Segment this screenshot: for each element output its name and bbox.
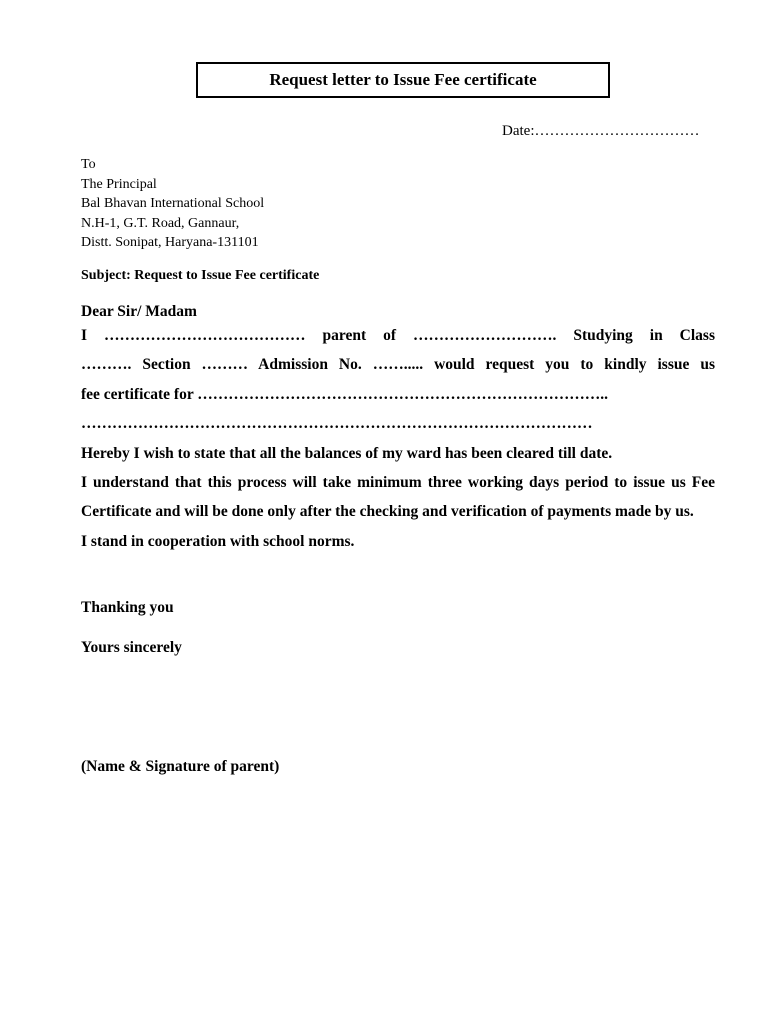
address-district: Distt. Sonipat, Haryana-131101 (81, 235, 259, 250)
body-para1-line4: ……………………………………………………………………………………… (81, 415, 593, 433)
body-para2: Hereby I wish to state that all the balances of my ward has been cleared till date. (81, 444, 613, 462)
date-line: Date:…………………………… (502, 123, 700, 139)
signature-line: (Name & Signature of parent) (81, 758, 280, 775)
letter-title-box (196, 62, 610, 98)
address-school: Bal Bhavan International School (81, 196, 265, 211)
letter-title: Request letter to Issue Fee certificate (269, 70, 537, 89)
salutation: Dear Sir/ Madam (81, 303, 197, 320)
subject-line: Subject: Request to Issue Fee certificate (81, 268, 320, 283)
body-para1-line1: I ………………………………… parent of ………………………. Studying in Class (81, 327, 715, 344)
body-para1-line3: fee certificate for …………………………………………………………………….. (81, 385, 609, 403)
body-para1-line2: ………. Section ……… Admission No. ……..... would request you to kindly issue us (81, 356, 715, 374)
closing-sign-off: Yours sincerely (81, 639, 182, 656)
address-street: N.H-1, G.T. Road, Gannaur, (81, 215, 240, 231)
body-para3: I understand that this process will take minimum three working days period to issue us Fee Certificate and will be done only after the checking and verification of payments made by us. (81, 474, 715, 521)
recipient-address (81, 155, 264, 253)
closing-thanks: Thanking you (81, 599, 174, 616)
letter-body (81, 321, 715, 556)
address-to: To (81, 157, 96, 172)
address-recipient: The Principal (81, 176, 157, 192)
body-para4: I stand in cooperation with school norms. (81, 532, 355, 550)
